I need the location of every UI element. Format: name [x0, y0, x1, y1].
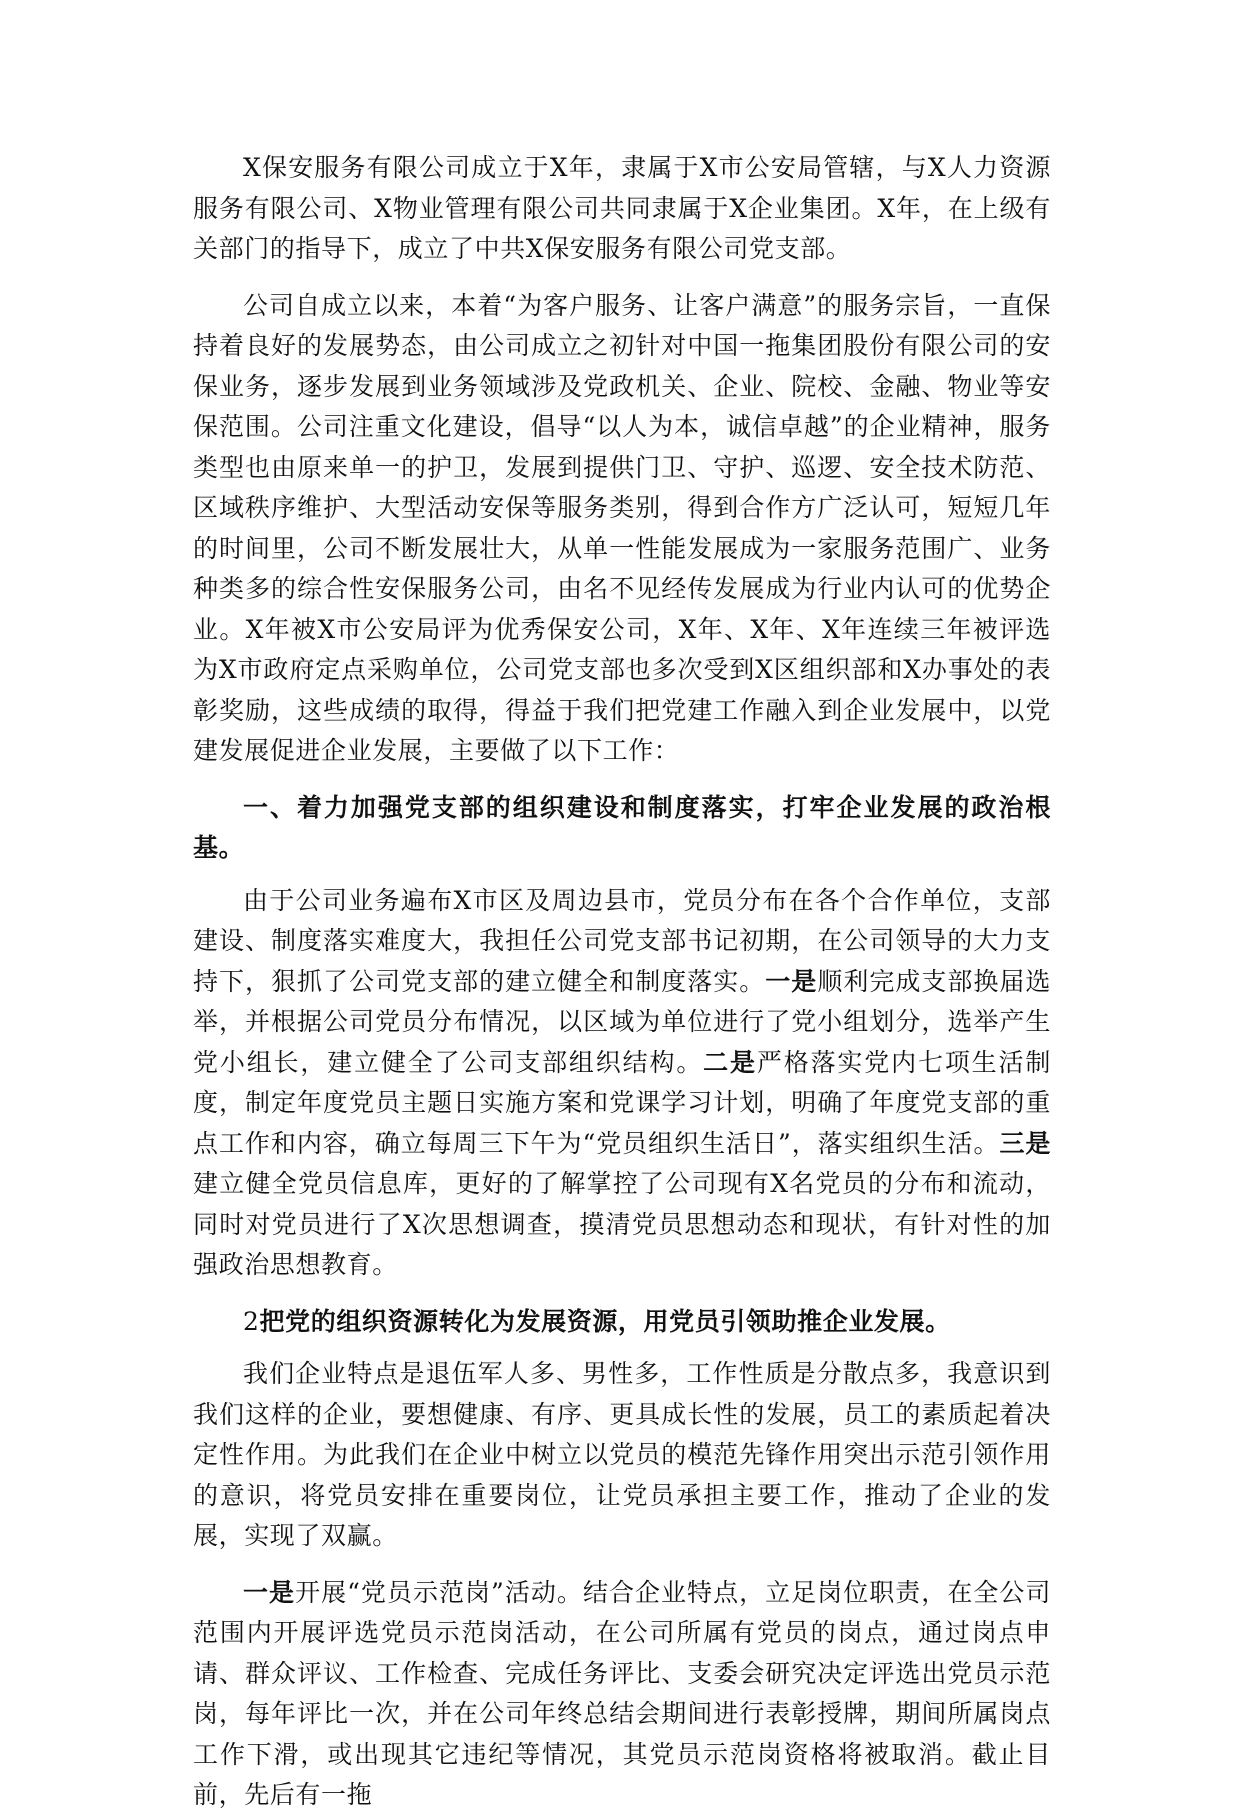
heading-number: 2 [243, 1306, 260, 1336]
emphasis-third: 三是 [999, 1128, 1052, 1158]
emphasis-first: 一是 [243, 1577, 296, 1607]
document-body [193, 148, 1051, 1816]
paragraph-party-branch-building [193, 881, 1051, 1286]
emphasis-second: 二是 [703, 1047, 757, 1077]
paragraph-text: 建立健全党员信息库，更好的了解掌控了公司现有X名党员的分布和流动，同时对党员进行了X次思想调查，摸清党员思想动态和现状，有针对性的加强政治思想教育。 [193, 1169, 1051, 1279]
heading-text: 把党的组织资源转化为发展资源，用党员引领助推企业发展。 [259, 1306, 951, 1336]
paragraph-company-development: 公司自成立以来，本着“为客户服务、让客户满意”的服务宗旨，一直保持着良好的发展势态，由公司成立之初针对中国一拖集团股份有限公司的安保业务，逐步发展到业务领域涉及党政机关、企业、院校、金融、物业等安保范围。公司注重文化建设，倡导“以人为本，诚信卓越”的企业精神，服务类型也由原来单一的护卫，发展到提供门卫、守护、巡逻、安全技术防范、区域秩序维护、大型活动安保等服务类别，得到合作方广泛认可，短短几年的时间里，公司不断发展壮大，从单一性能发展成为一家服务范围广、业务种类多的综合性安保服务公司，由名不见经传发展成为行业内认可的优势企业。X年被X市公安局评为优秀保安公司，X年、X年、X年连续三年被评选为X市政府定点采购单位，公司党支部也多次受到X区组织部和X办事处的表彰奖励，这些成绩的取得，得益于我们把党建工作融入到企业发展中，以党建发展促进企业发展，主要做了以下工作： [193, 290, 1051, 765]
paragraph-text: 开展“党员示范岗”活动。结合企业特点，立足岗位职责，在全公司范围内开展评选党员示范岗活动，在公司所属有党员的岗点，通过岗点申请、群众评议、工作检查、完成任务评比、支委会研究决定评选出党员示范岗，每年评比一次，并在公司年终总结会期间进行表彰授牌，期间所属岗点工作下滑，或出现其它违纪等情况，其党员示范岗资格将被取消。截止目前，先后有一拖 [193, 1577, 1051, 1809]
paragraph-text: 由于公司业务遍布X市区及周边县市，党员分布在各个合作单位，支部建设、制度落实难度大，我担任公司党支部书记初期，在公司领导的大力支持下，狠抓了公司党支部的建立健全和制度落实。 [193, 885, 1051, 996]
paragraph-text: 严格落实党内七项生活制度，制定年度党员主题日实施方案和党课学习计划，明确了年度党支部的重点工作和内容，确立每周三下午为“党员组织生活日”，落实组织生活。 [193, 1047, 1051, 1158]
section-heading-2 [193, 1302, 1051, 1343]
paragraph-enterprise-features: 我们企业特点是退伍军人多、男性多，工作性质是分散点多，我意识到我们这样的企业，要想健康、有序、更具成长性的发展，员工的素质起着决定性作用。为此我们在企业中树立以党员的模范先锋作用突出示范引领作用的意识，将党员安排在重要岗位，让党员承担主要工作，推动了企业的发展，实现了双赢。 [193, 1359, 1051, 1550]
section-heading-1: 一、着力加强党支部的组织建设和制度落实，打牢企业发展的政治根基。 [193, 792, 1051, 862]
paragraph-text: 顺利完成支部换届选举，并根据公司党员分布情况，以区域为单位进行了党小组划分，选举产生党小组长，建立健全了公司支部组织结构。 [193, 966, 1052, 1077]
paragraph-company-intro: X保安服务有限公司成立于X年，隶属于X市公安局管辖，与X人力资源服务有限公司、X物业管理有限公司共同隶属于X企业集团。X年，在上级有关部门的指导下，成立了中共X保安服务有限公司党支部。 [193, 153, 1051, 263]
emphasis-first: 一是 [765, 966, 818, 996]
paragraph-demonstration-post [193, 1573, 1051, 1816]
